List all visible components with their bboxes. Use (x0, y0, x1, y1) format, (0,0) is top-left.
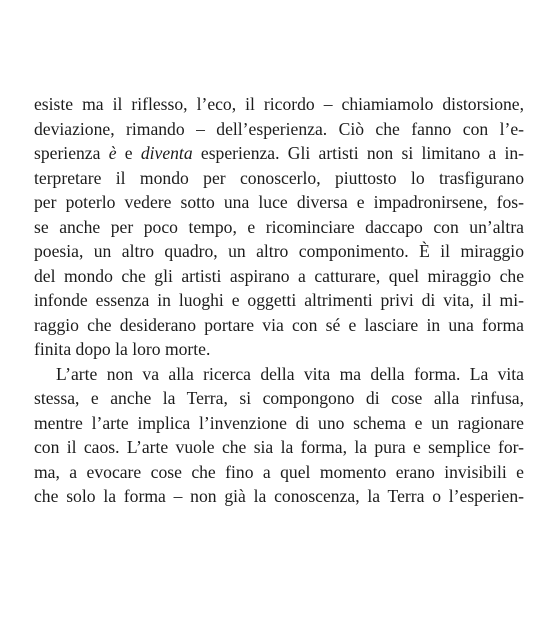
text-segment: che solo la forma – non già la conoscenza, la Terra o l’esperien- (34, 486, 524, 506)
text-segment: per poterlo vedere sotto una luce diversa e impadronirsene, fos- (34, 192, 524, 212)
text-line (34, 239, 524, 264)
text-line (34, 92, 524, 117)
text-line (34, 386, 524, 411)
text-segment: raggio che desiderano portare via con sé e lasciare in una forma (34, 314, 524, 335)
text-line (34, 460, 524, 485)
paragraph (34, 92, 524, 362)
text-segment: infonde essenza in luoghi e oggetti altrimenti privi di vita, il mi- (34, 290, 524, 310)
text-line (34, 435, 524, 460)
text-line (34, 313, 524, 338)
text-segment: poesia, un altro quadro, un altro componimento. È il miraggio (34, 241, 524, 261)
text-line (34, 141, 524, 166)
text-line (34, 362, 524, 387)
text-segment: terpretare il mondo per conoscerlo, piuttosto lo trasfigurano (34, 167, 524, 188)
text-line (34, 166, 524, 191)
text-segment: deviazione, rimando – dell’esperienza. Ciò che fanno con l’e- (34, 118, 524, 139)
text-segment: finita dopo la loro morte. (34, 339, 211, 359)
text-segment: sperienza (34, 143, 109, 163)
body-text (34, 92, 524, 509)
text-segment: stessa, e anche la Terra, si compongono di cose alla rinfusa, (34, 388, 524, 408)
italic-text: è (108, 143, 117, 163)
text-line (34, 411, 524, 436)
text-segment: L’arte non va alla ricerca della vita ma della forma. La vita (56, 363, 524, 384)
text-line (34, 215, 524, 240)
text-segment: esperienza. Gli artisti non si limitano a in- (192, 143, 524, 163)
text-segment: del mondo che gli artisti aspirano a catturare, quel miraggio che (34, 265, 524, 286)
text-line (34, 337, 524, 362)
text-line (34, 190, 524, 215)
text-line (34, 117, 524, 142)
text-segment: se anche per poco tempo, e ricominciare daccapo con un’altra (34, 216, 524, 237)
italic-text: diventa (140, 143, 193, 163)
text-segment: ma, a evocare cose che fino a quel momento erano invisibili e (34, 461, 524, 482)
text-line (34, 288, 524, 313)
paragraph (34, 362, 524, 509)
text-line (34, 484, 524, 509)
text-segment: con il caos. L’arte vuole che sia la forma, la pura e semplice for- (34, 437, 524, 457)
text-segment: esiste ma il riflesso, l’eco, il ricordo – chiamiamolo distorsione, (34, 94, 524, 114)
text-line (34, 264, 524, 289)
text-segment: e (116, 143, 141, 163)
text-segment: mentre l’arte implica l’invenzione di uno schema e un ragionare (34, 412, 524, 433)
